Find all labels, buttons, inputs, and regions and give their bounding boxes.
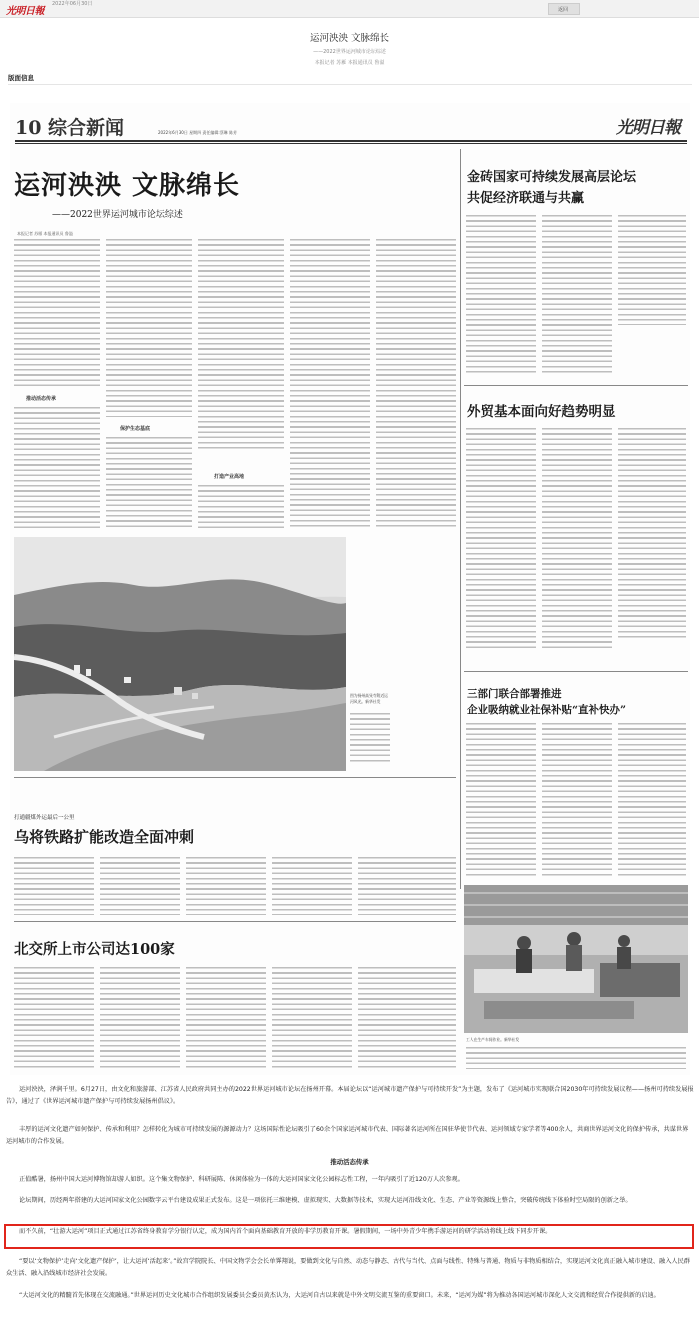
text-column (358, 967, 456, 1071)
article-title: 运河泱泱 文脉绵长 (309, 33, 390, 44)
main-headline[interactable]: 运河泱泱 文脉绵长 (14, 171, 241, 201)
section-heading: 推动活态传承 (330, 1158, 369, 1166)
text-column (466, 723, 536, 877)
text-column (106, 437, 192, 529)
text-column (542, 723, 612, 877)
text-column (466, 215, 536, 375)
right-headline-1-line2: 共促经济联通与共赢 (467, 191, 585, 206)
back-button[interactable] (548, 3, 580, 15)
text-column (14, 967, 94, 1071)
text-column (618, 215, 686, 325)
text-column (466, 1047, 686, 1069)
text-column (358, 857, 456, 915)
text-column (14, 407, 100, 529)
text-column (466, 428, 536, 648)
text-column (100, 967, 180, 1071)
site-logo[interactable]: 光明日報 (6, 6, 44, 17)
article-subtitle: ——2022世界运河城市论坛综述 (313, 49, 386, 55)
photo-caption: 图为扬州高旻寺附近运河风光。新华社发 (350, 693, 388, 704)
paragraph-6: “要以‘文物保护’走向‘文化遗产保护’，让大运河‘活起来’。”故宫学院院长、中国文物学会会长单霁翔说，要做到文化与自然、动态与静态、古代与当代、点面与线性、特殊与普通、物质与非物质相结合，实现运河文化真正融入城市建设、融入人民群众生活、融入沿线城市经济社会发展。 (6, 1258, 690, 1277)
right-headline-2[interactable]: 外贸基本面向好趋势明显 (467, 404, 616, 420)
highlight-box (4, 1224, 694, 1249)
back-button-label: 返回 (558, 7, 569, 13)
paragraph-4: 论坛期间，历经两年搭建的大运河国家文化公园数字云平台建设成果正式发布。这是一项依托三维建模、虚拟现实、大数据等技术，实现大运河沿线文化、生态、产业等资源线上整合，突破传统线下体验时空局限的创新之举。 (19, 1197, 632, 1204)
right-headline-1[interactable]: 金砖国家可持续发展高层论坛 (467, 170, 637, 185)
factory-caption: 工人在生产车间作业。新华社发 (466, 1037, 520, 1042)
factory-photo[interactable] (464, 885, 688, 1033)
top-bar (0, 0, 699, 18)
page-info: 2022年6月30日 星期四 责任编辑:蔡琳 陈芳 (158, 130, 237, 135)
text-column (106, 239, 192, 417)
text-column (272, 967, 352, 1071)
text-column (186, 857, 266, 915)
rail-kicker: 打通疆煤外运最后一公里 (14, 815, 75, 821)
text-column (618, 723, 686, 877)
paragraph-2: 丰厚的运河文化遗产如何保护、传承和利用？怎样转化为城市可持续发展的源源动力？这场国际性论坛吸引了60余个国家运河城市代表、国际著名运河所在国驻华使节代表、运河领域专家学者等400余人，共商世界运河文化的保护传承，共谋世界运河城市的合作发展。 (6, 1126, 689, 1145)
text-column (290, 239, 370, 529)
text-column (272, 857, 352, 915)
text-column (198, 485, 284, 529)
text-column (198, 239, 284, 449)
page-rule (15, 143, 687, 144)
divider (8, 84, 692, 85)
bj-headline[interactable]: 北交所上市公司达100家 (14, 941, 175, 958)
section-rule (14, 777, 456, 778)
text-column (350, 713, 390, 763)
subhead: 保护生态基底 (120, 426, 151, 432)
right-headline-3[interactable]: 三部门联合部署推进 (467, 688, 562, 700)
subhead: 推动活态传承 (26, 396, 57, 402)
article-byline: 本报记者 苏雁 本报通讯员 鲁溢 (314, 60, 385, 66)
subhead: 打造产业高地 (214, 474, 245, 480)
main-subheadline: ——2022世界运河城市论坛综述 (52, 210, 183, 220)
page-number: 10 综合新闻 (15, 117, 125, 139)
column-rule (460, 149, 461, 889)
text-column (376, 239, 456, 529)
section-label: 版面信息 (8, 74, 34, 82)
edition-date: 2022年06月30日 (52, 1, 93, 7)
paragraph-1: 运河泱泱，泽润千里。6月27日，由文化和旅游部、江苏省人民政府共同主办的2022世界运河城市论坛在扬州开幕。本届论坛以“运河城市遗产保护与可持续开发”为主题，发布了《运河城市实现联合国2030年可持续发展议程——扬州可持续发展报告》，通过了《世界运河城市遗产保护与可持续发展扬州倡议》。 (6, 1086, 694, 1105)
text-column (618, 428, 686, 638)
page-rule (15, 140, 687, 142)
rail-headline[interactable]: 乌将铁路扩能改造全面冲刺 (14, 828, 195, 846)
section-rule (464, 671, 688, 672)
paragraph-3: 正值酷暑，扬州中国大运河博物馆却游人如织。这个集文物保护、科研展陈、休闲体验为一体的大运河国家文化公园标志性工程，一年内吸引了近120万人次参观。 (19, 1176, 464, 1183)
section-rule (464, 385, 688, 386)
section-rule (14, 921, 456, 922)
main-byline: 本报记者 苏雁 本报通讯员 鲁溢 (17, 231, 73, 236)
newspaper-page[interactable] (10, 103, 690, 1075)
text-column (14, 239, 100, 389)
text-column (100, 857, 180, 915)
text-column (186, 967, 266, 1071)
right-headline-3-line2: 企业吸纳就业社保补贴“直补快办” (467, 704, 627, 716)
newspaper-logo: 光明日報 (616, 118, 680, 138)
text-column (14, 857, 94, 915)
text-column (542, 215, 612, 375)
paragraph-7: “大运河文化的精髓首先体现在交流融通。”世界运河历史文化城市合作组织发展委员会委员黄杰认为，大运河自古以来就是中外文明交流互鉴的重要窗口。未来，“运河为媒”将为推动各国运河城市深化人文交流和经贸合作提供新的启迪。 (19, 1292, 660, 1299)
paragraph-5: 而不久前，“壮游大运河”项目正式通过江苏省终身教育学分银行认定，成为国内首个面向基础教育开放的非学历教育开课。暑假期间，一场中外青少年携手游运河的研学活动将线上线下同步开课。 (19, 1228, 552, 1235)
text-column (542, 428, 612, 648)
canal-photo[interactable] (14, 537, 346, 771)
